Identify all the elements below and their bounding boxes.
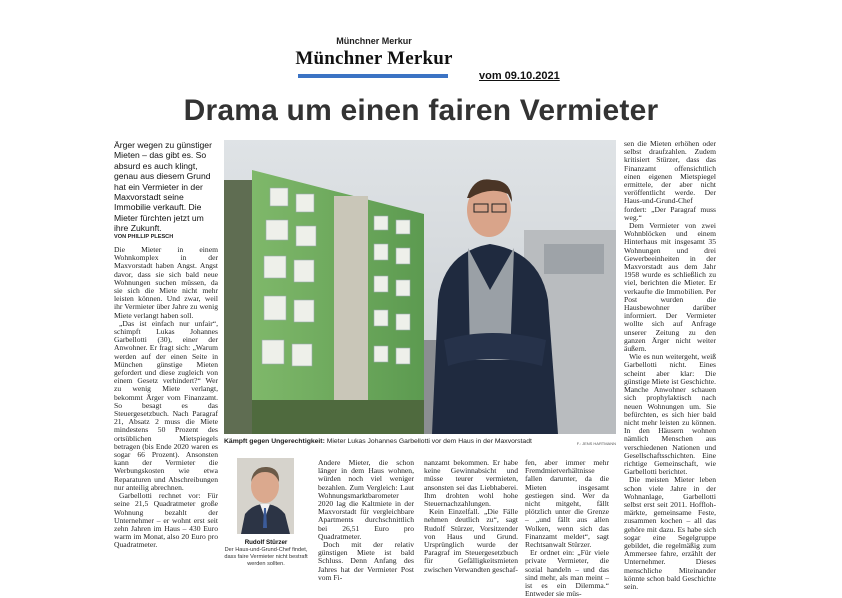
text-column-2 <box>318 459 414 582</box>
logo-underline <box>298 74 448 78</box>
portrait-man-in-suit <box>237 458 294 534</box>
paragraph: Andere Mieter, die schon länger in dem Haus wohnen, würden noch viel weniger bezahlen. Zum Vergleich: Laut Wohnungsmarktbarometer 2020 lag die Kaltmiete in der Maxvorstadt für vergleichbare Apartments durchschnittlich bei 26,51 Euro pro Quadratmeter. <box>318 458 414 541</box>
newspaper-logo <box>284 34 464 80</box>
photo-credit: F.: JENS HARTMANN <box>576 441 616 446</box>
paragraph: Garbellotti rechnet vor: Für seine 21,5 Quadratmeter große Wohnung bezahlt der Unternehmer – er wohnt erst seit zehn Jahren im Haus – 430 Euro warm im Monat, also 20 Euro pro Quadratmeter. <box>114 491 218 550</box>
paragraph: fen, aber immer mehr Fremdmietverhältnisse fallen darunter, da die Mieten insgesamt gestiegen sind. Wer da nicht mitgeht, fällt plötzlich unter die Grenze – „und fällt aus allen Wolken, wenn sich das Finanzamt meldet“, sagt Rechtsanwalt Stürzer. <box>525 458 609 550</box>
publication-date: vom 09.10.2021 <box>479 70 560 82</box>
paragraph: Die meisten Mieter leben schon viele Jahre in der Wohnanlage, Garbellotti selbst erst seit 2011. Hofflohmärkte, gemeinsame Feste, zusammen kochen – all das gehöre mit dazu. Es habe sich sogar eine Segelgruppe gebildet, die regelmäßig zum Ammersee fahre, erzählt der Unternehmer. Dieses menschliche Miteinander könnte schon bald Geschichte sein. <box>624 475 716 591</box>
text-column-4 <box>525 459 609 598</box>
photo-building-and-man <box>224 140 616 434</box>
portrait-description: Der Haus-und-Grund-Chef findet, dass faire Vermieter nicht bestraft werden sollten. <box>224 547 308 567</box>
portrait-name: Rudolf Stürzer <box>244 539 288 546</box>
text-column-1 <box>114 246 218 550</box>
main-photo <box>224 140 616 434</box>
caption-lead: Kämpft gegen Ungerechtigkeit: <box>224 438 325 445</box>
photo-caption <box>224 438 616 445</box>
caption-text: Mieter Lukas Johannes Garbellotti vor dem Haus in der Maxvorstadt <box>324 438 532 445</box>
article-teaser: Ärger wegen zu günstiger Mieten – das gibt es. So absurd es auch klingt, genau aus diesem Grund hat ein Vermieter in der Maxvorstadt seine Immobilie verkauft. Die Mieter fürchten jetzt um ihre Zukunft. <box>114 140 212 234</box>
logo-small-text: Münchner Merkur <box>336 36 412 46</box>
paragraph: sen die Mieten erhöhen oder selbst draufzahlen. Zudem kritisiert Stürzer, dass das Finanzamt offensichtlich einen eigenen Mietspiegel ermittele, der aber nicht veröffentlicht werde. Der Haus-und-Grund-Chef fordert: „Der Paragraf muss weg.“ <box>624 139 716 222</box>
paragraph: Doch mit der relativ günstigen Miete ist bald Schluss. Denn Anfang des Jahres hat der Vermieter Post vom Fi- <box>318 540 414 582</box>
paragraph: Die Mieter in einem Wohnkomplex in der Maxvorstadt haben Angst. Angst davor, dass sie sich bald neue Wohnungen suchen müssen, da sie sich die Miete nicht mehr leisten können. Und zwar, weil ihr Vermieter über Jahre zu wenig Miete verlangt haben soll. <box>114 245 218 320</box>
logo-title: Münchner Merkur <box>295 48 453 69</box>
paragraph: Wie es nun weitergeht, weiß Garbellotti nicht. Eines scheint aber klar: Die günstige Miete ist Geschichte. Manche Anwohner schauen sich prophylaktisch nach neuen Wohnungen um. Sie befürchten, es sich hier bald nicht mehr leisten zu können. In den Häusern wohnen nämlich Menschen aus verschiedenen Nationen und Gesellschaftsschichten. Eine richtige Gemeinschaft, wie Garbellotti berichtet. <box>624 352 716 477</box>
portrait-photo <box>237 458 294 534</box>
article-headline: Drama um einen fairen Vermieter <box>183 94 659 127</box>
text-column-5 <box>624 140 716 591</box>
paragraph: Dem Vermieter von zwei Wohnblöcken und einem Hinterhaus mit insgesamt 35 Wohnungen und drei Gewerbeeinheiten in der Maxvorstadt aus dem Jahr 1958 wurde es schließlich zu viel, berichten die Mieter. Er verkaufte die Immobilien. Per Post wurden die Hausbewohner darüber informiert. Der Vermieter wollte sich auf Anfrage unserer Zeitung zu den ganzen Ärger nicht weiter äußern. <box>624 221 716 354</box>
text-column-3 <box>424 459 518 574</box>
paragraph: nanzamt bekommen. Er habe keine Gewinnabsicht und müsse teurer vermieten, ansonsten sei das Liebhaberei. Ihm drohten wohl hohe Steuernachzahlungen. <box>424 458 518 509</box>
paragraph: Kein Einzelfall. „Die Fälle nehmen deutlich zu“, sagt Rudolf Stürzer, Vorsitzender von Haus und Grund. Ursprünglich wurde der Paragraf im Steuergesetzbuch für Gefälligkeitsmieten zwischen Verwandten geschaf- <box>424 507 518 574</box>
paragraph: „Das ist einfach nur unfair“, schimpft Lukas Johannes Garbellotti (30), einer der Anwohner. Er fragt sich: „Warum werden auf der einen Seite in München günstige Mieten gefordert und diese zugleich von einem Gesetz verhindert?“ Wer zu wenig Miete verlangt, bekommt Ärger vom Finanzamt. So besagt es das Steuergesetzbuch. Nach Paragraf 21, Absatz 2 muss die Miete mindestens 50 Prozent des ortsüblichen Mietspiegels betragen (bis Ende 2020 waren es sogar 66 Prozent). Ansonsten kann der Vermieter die Werbungskosten wie etwa Reparaturen und Abschreibungen nur anteilig abrechnen. <box>114 318 218 492</box>
paragraph: Er ordnet ein: „Für viele private Vermieter, die sozial handeln – und das sind mehr, als man meint – ist es ein Dilemma.“ Entweder sie müs- <box>525 548 609 598</box>
byline: VON PHILLIP PLESCH <box>114 234 174 240</box>
